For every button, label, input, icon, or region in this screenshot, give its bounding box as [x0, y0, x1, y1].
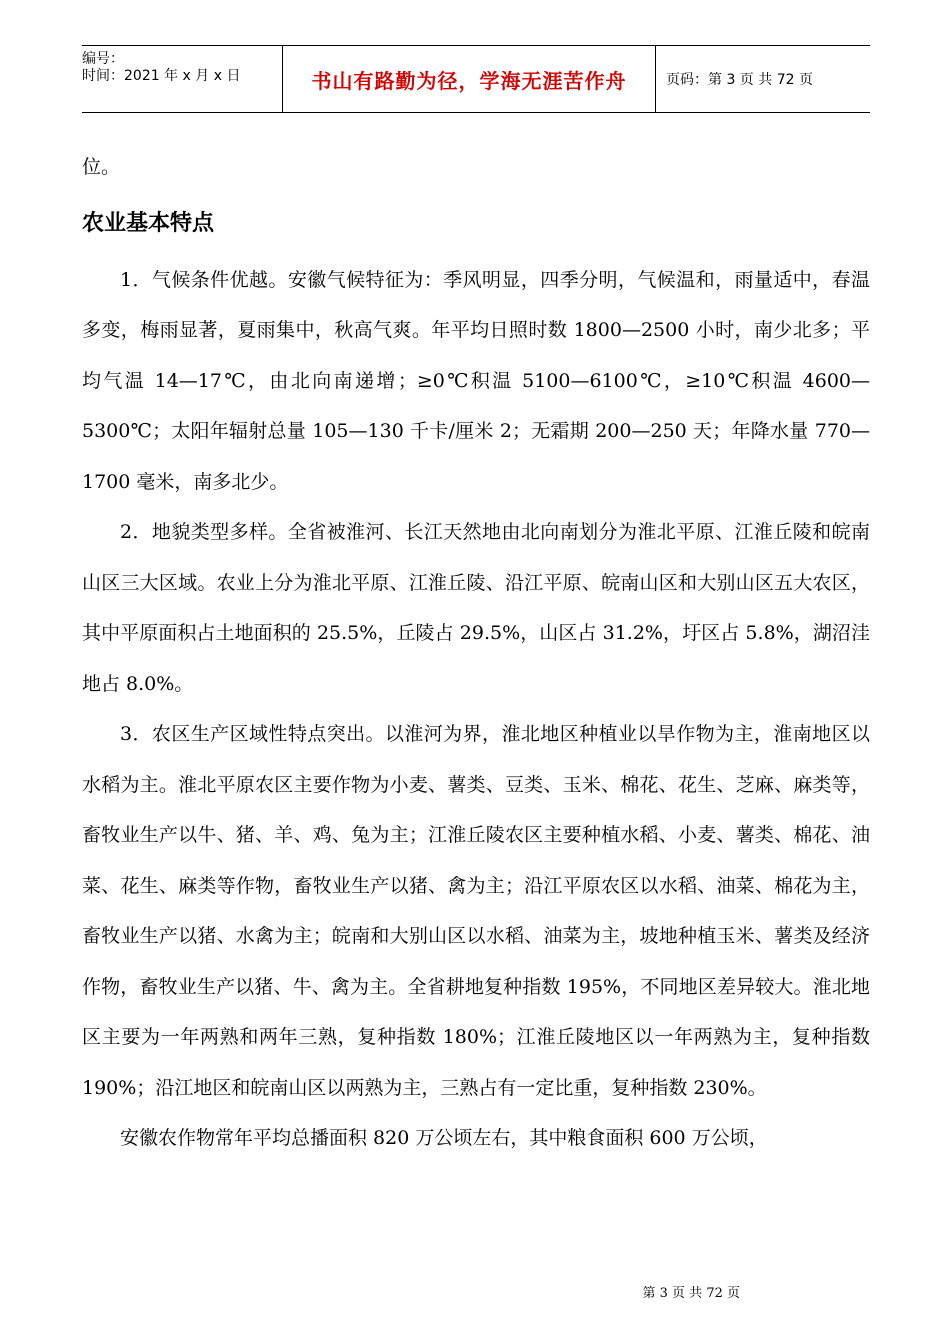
- page-header: [82, 45, 870, 113]
- header-motto: 书山有路勤为径，学海无涯苦作舟: [282, 46, 656, 112]
- header-page-label: 页码：第 3 页 共 72 页: [666, 72, 813, 88]
- section-heading: 农业基本特点: [82, 210, 215, 236]
- page-footer: 第 3 页 共 72 页: [642, 1286, 740, 1301]
- continued-fragment: 位。: [82, 156, 121, 178]
- document-body: [82, 142, 870, 1164]
- paragraph-sown-area: 安徽农作物常年平均总播面积 820 万公顷左右，其中粮食面积 600 万公顷，: [120, 1127, 768, 1149]
- document-number-label: 编号：: [82, 51, 124, 67]
- paragraph-regional-production: 3．农区生产区域性特点突出。以淮河为界，淮北地区种植业以旱作物为主，淮南地区以水稻为主。淮北平原农区主要作物为小麦、薯类、豆类、玉米、棉花、花生、芝麻、麻类等，畜牧业生产以牛、猪、羊、鸡、兔为主；江淮丘陵农区主要种植水稻、小麦、薯类、棉花、油菜、花生、麻类等作物，畜牧业生产以猪、禽为主；沿江平原农区以水稻、油菜、棉花为主，畜牧业生产以猪、水禽为主；皖南和大别山区以水稻、油菜为主，坡地种植玉米、薯类及经济作物，畜牧业生产以猪、牛、禽为主。全省耕地复种指数 195%，不同地区差异较大。淮北地区主要为一年两熟和两年三熟，复种指数 180%；江淮丘陵地区以一年两熟为主，复种指数 190%；沿江地区和皖南山区以两熟为主，三熟占有一定比重，复种指数 230%。: [82, 723, 870, 1099]
- document-time-label: 时间：2021 年 x 月 x 日: [82, 68, 241, 84]
- paragraph-landform: 2．地貌类型多样。全省被淮河、长江天然地由北向南划分为淮北平原、江淮丘陵和皖南山区三大区域。农业上分为淮北平原、江淮丘陵、沿江平原、皖南山区和大别山区五大农区，其中平原面积占土地面积的 25.5%，丘陵占 29.5%，山区占 31.2%，圩区占 5.8%，湖沼洼地占 8.0%。: [82, 521, 870, 695]
- header-meta: [82, 46, 282, 112]
- paragraph-climate: 1．气候条件优越。安徽气候特征为：季风明显，四季分明，气候温和，雨量适中，春温多变，梅雨显著，夏雨集中，秋高气爽。年平均日照时数 1800—2500 小时，南少北多；平均气温 14—17℃，由北向南递增；≥0℃积温 5100—6100℃，≥10℃积温 4600—5300℃；太阳年辐射总量 105—130 千卡/厘米 2；无霜期 200—250 天；年降水量 770—1700 毫米，南多北少。: [82, 268, 870, 493]
